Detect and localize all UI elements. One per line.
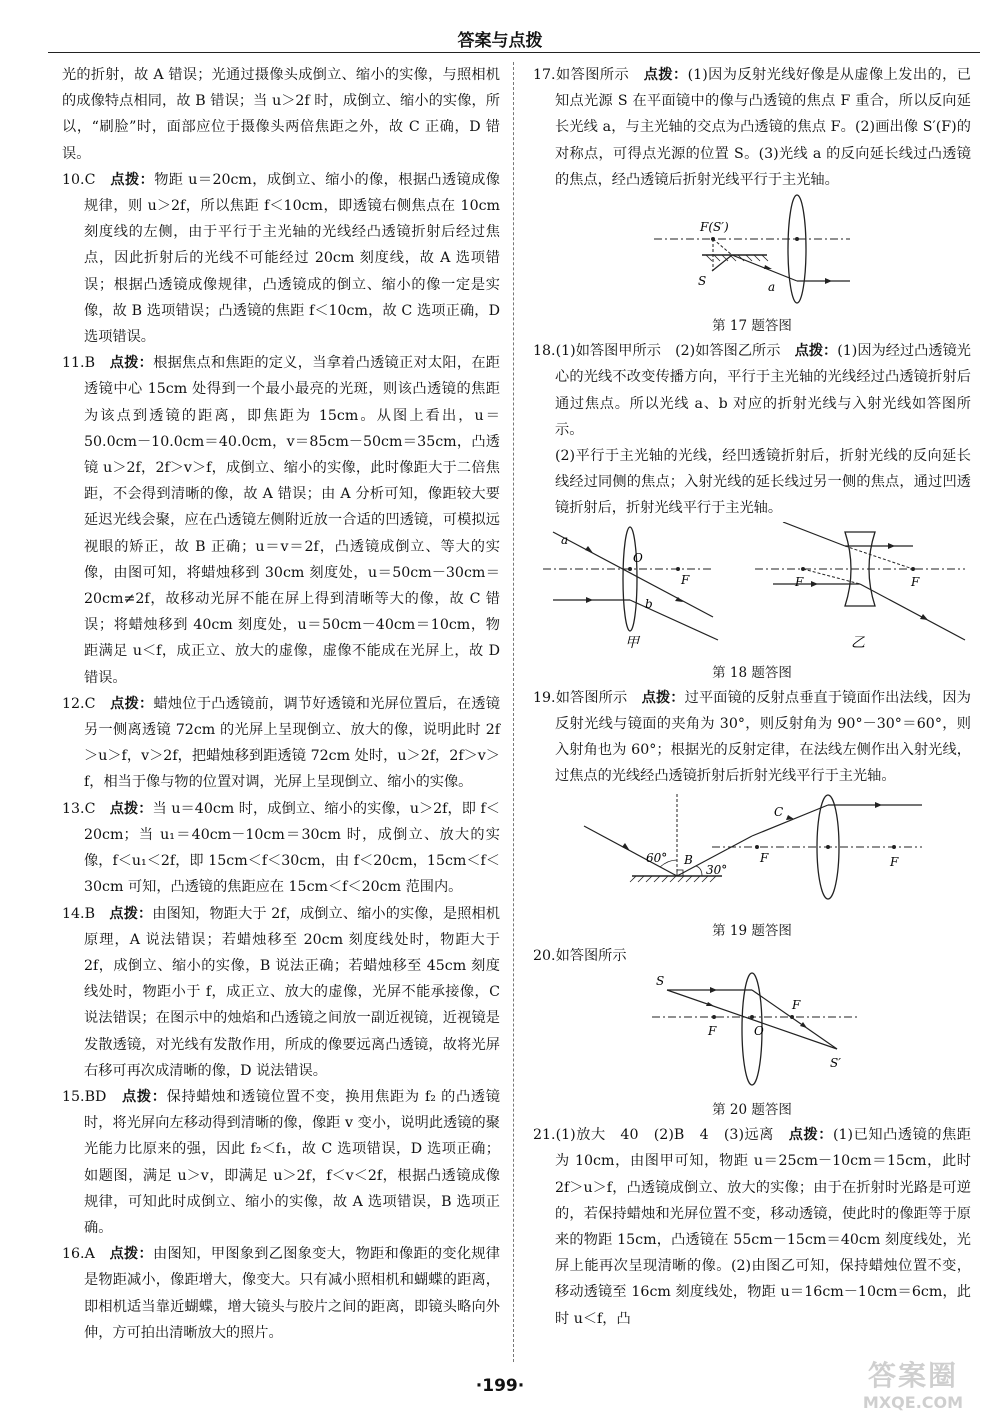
- tip-label: 点拨：: [121, 1088, 167, 1105]
- answer-text: (1)已知凸透镜的焦距为 10cm，由图甲可知，物距 u＝25cm－10cm＝15cm，此时 2f＞u＞f，凸透镜成倒立、放大的实像；由于在折射时光路是可逆的，若保持蜡烛和光屏位置不变，移动透镜，使此时的像距等于原来的物距 15cm，凸透镜在 55cm－15cm＝40cm 刻度线处，光屏上能再次呈现清晰的像。(2)由图乙可知，保持蜡烛位置不变，移动透镜至 16cm 刻度线处，物距 u＝16cm－10cm＝6cm，此时 u＜f，凸: [555, 1127, 971, 1327]
- question-number: 15.BD: [62, 1088, 107, 1105]
- label-focus-right: F: [911, 574, 920, 589]
- figure-19-diagram: [572, 790, 932, 910]
- question-number: 18.: [533, 343, 556, 360]
- answer-text: 物距 u＝20cm，成倒立、缩小的像，根据凸透镜成像规律，则 u＞2f，所以焦距 f＜10cm，即透镜右侧焦点在 10cm 刻度线的左侧，由于平行于主光轴的光线经凸透镜折射后经过焦点，因此折射后的光线不可能经过 20cm 刻度线，故 A 选项错误；根据凸透镜成像规律，凸透镜成的倒立、缩小的像一定是实像，故 B 选项错误；凸透镜的焦距 f＜10cm，故 C 选项正确，D 选项错误。: [84, 171, 500, 346]
- answer-13: [62, 796, 500, 901]
- answer-text: (1)因为反射光线好像是从虚像上发出的，已知点光源 S 在平面镜中的像与凸透镜的焦点 F 重合，所以反向延长光线 a，与主光轴的交点为凸透镜的焦点 F。(2)画出像 S′(F)的对称点，可得点光源的位置 S。(3)光线 a 的反向延长线过凸透镜的焦点，经凸透镜后折射光线平行于主光轴。: [555, 67, 971, 188]
- label-focus-left: F: [795, 574, 804, 589]
- label-angle-60: 60°: [646, 850, 668, 865]
- answer-summary: 如答图所示: [555, 689, 628, 706]
- column-divider: [513, 62, 514, 1362]
- label-image: S′: [830, 1056, 841, 1071]
- answer-21: [533, 1122, 971, 1332]
- answer-10: [62, 167, 500, 350]
- answer-text: 过平面镜的反射点垂直于镜面作出法线，因为反射光线与镜面的夹角为 30°，则反射角为 90°－30°＝60°，则入射角也为 60°；根据光的反射定律，在法线左侧作出入射光线，过焦点的光线经凸透镜折射后折射光线平行于主光轴。: [555, 689, 971, 785]
- tip-label: 点拨：: [109, 355, 154, 372]
- answer-text: 由图知，甲图象到乙图象变大，物距和像距的变化规律是物距减小，像距增大，像变大。只有减小照相机和蝴蝶的距离，即相机适当靠近蝴蝶，增大镜头与胶片之间的距离，即镜头略向外伸，方可拍出清晰放大的照片。: [84, 1246, 500, 1341]
- answer-15: [62, 1084, 500, 1241]
- tip-label: 点拨：: [110, 171, 155, 188]
- label-point-b: B: [684, 852, 693, 867]
- answer-summary: (1)放大 40 (2)B 4 (3)远离: [555, 1127, 775, 1144]
- tip-label: 点拨：: [110, 695, 154, 712]
- answer-text: 由图知，物距大于 2f，成倒立、缩小的实像，是照相机原理，A 说法错误；若蜡烛移至 20cm 刻度线处时，物距大于 2f，成倒立、缩小的实像，B 说法正确；若蜡烛移至 45cm 刻度线处时，物距小于 f，成正立、放大的虚像，光屏不能承接像，C 说法错误；在图示中的烛焰和凸透镜之间放一副近视镜，近视镜是发散透镜，对光线有发散作用，所成的像要远离凸透镜，故将光屏右移可再次成清晰的像，D 说法错误。: [84, 905, 500, 1079]
- question-number: 19.: [533, 689, 556, 706]
- figure-19: [533, 790, 971, 919]
- label-jia: 甲: [625, 634, 639, 651]
- figure-17: [533, 193, 971, 314]
- figure-20-diagram: [632, 969, 872, 1089]
- label-ray-b: b: [645, 596, 653, 611]
- label-optical-center: O: [633, 550, 643, 565]
- tip-label: 点拨：: [109, 800, 153, 817]
- label-focus-right: F: [792, 998, 801, 1013]
- right-column: [533, 62, 971, 1332]
- answer-text: 根据焦点和焦距的定义，当拿着凸透镜正对太阳，在距透镜中心 15cm 处得到一个最小最亮的光斑，则该凸透镜的焦距为该点到透镜的距离，即焦距为 15cm。从图上看出，u＝50.0cm－10.0cm＝40.0cm，v＝85cm－50cm＝35cm，凸透镜 u＞2f，2f＞v＞f，成倒立、缩小的实像，此时像距大于二倍焦距，不会得到清晰的像，故 A 错误；由 A 分析可知，像距较大要延迟光线会聚，应在凸透镜左侧附近放一合适的凹透镜，可模拟远视眼的矫正，故 B 正确；u＝v＝2f，凸透镜成倒立、等大的实像，由图可知，将蜡烛移到 30cm 刻度处，u＝50cm－30cm＝20cm≠2f，故移动光屏不能在屏上得到清晰等大的像，故 C 错误；将蜡烛移到 40cm 刻度处，u＝50cm－40cm＝10cm，物距满足 u＜f，成正立、放大的虚像，虚像不能成在光屏上，故 D 错误。: [84, 355, 500, 686]
- answer-summary: (1)如答图甲所示 (2)如答图乙所示: [555, 343, 781, 360]
- question-number: 20.: [533, 947, 556, 964]
- question-number: 12.C: [62, 695, 96, 712]
- page-header: 答案与点拨: [457, 31, 543, 51]
- answer-text: (1)因为经过凸透镜光心的光线不改变传播方向，平行于主光轴的光线经过凸透镜折射后通过焦点。所以光线 a、b 对应的折射光线与入射光线如答图所示。: [555, 343, 971, 438]
- watermark-line1: 答案圈: [867, 1359, 958, 1392]
- question-number: 21.: [533, 1127, 556, 1144]
- figure-20-caption: 第 20 题答图: [712, 1102, 792, 1119]
- answer-text: 保持蜡烛和透镜位置不变，换用焦距为 f₂ 的凸透镜时，将光屏向左移动得到清晰的像，像距 v 变小，说明此透镜的聚光能力比原来的强，因此 f₂＜f₁，故 C 选项错误，D 选项正确；如题图，满足 u＞v，即满足 u＞2f，f＜v＜2f，根据凸透镜成像规律，可知此时成倒立、缩小的实像，故 A 选项错误，B 选项正确。: [84, 1088, 500, 1236]
- intro-paragraph: 光的折射，故 A 错误；光通过摄像头成倒立、缩小的实像，与照相机的成像特点相同，故 B 错误；当 u＞2f 时，成倒立、缩小的实像，所以，“刷脸”时，面部应位于摄像头两倍焦距之外，故 C 正确，D 错误。: [62, 67, 500, 162]
- answer-14: [62, 901, 500, 1084]
- figure-18-caption: 第 18 题答图: [712, 664, 792, 681]
- question-number: 13.C: [62, 800, 96, 817]
- tip-label: 点拨：: [641, 689, 685, 706]
- label-yi: 乙: [851, 634, 865, 651]
- answer-19: [533, 685, 971, 790]
- answer-text: 蜡烛位于凸透镜前，调节好透镜和光屏位置后，在透镜另一侧离透镜 72cm 的光屏上呈现倒立、放大的像，说明此时 2f＞u＞f，v＞2f，把蜡烛移到距透镜 72cm 处时，u＞2f，2f＞v＞f，相当于像与物的位置对调，光屏上呈现倒立、缩小的实像。: [84, 695, 500, 791]
- figure-17-caption: 第 17 题答图: [712, 318, 792, 335]
- tip-label: 点拨：: [643, 67, 688, 83]
- label-source: S: [698, 274, 707, 289]
- figure-20: [533, 969, 971, 1098]
- figure-18: [533, 522, 971, 661]
- answer-18: [533, 338, 971, 443]
- answer-17: [533, 62, 971, 193]
- answer-18-part2: (2)平行于主光轴的光线，经凹透镜折射后，折射光线的反向延长线经过同侧的焦点；入射光线的延长线过另一侧的焦点，通过凹透镜折射后，折射光线平行于主光轴。: [555, 448, 971, 517]
- label-source: S: [656, 974, 665, 989]
- watermark-logo: [848, 1360, 978, 1418]
- label-ray-a: a: [561, 532, 569, 547]
- label-angle-30: 30°: [706, 862, 728, 877]
- answer-summary: 如答图所示: [555, 947, 627, 964]
- figure-19-caption: 第 19 题答图: [712, 922, 792, 939]
- page-number: ·199·: [475, 1376, 525, 1396]
- tip-label: 点拨：: [109, 1246, 153, 1263]
- label-focus-right: F: [890, 854, 899, 869]
- question-number: 14.B: [62, 905, 95, 922]
- question-number: 17.: [533, 67, 556, 83]
- label-focus-left: F: [708, 1024, 717, 1039]
- label-point-c: C: [774, 804, 784, 819]
- header-rule: [48, 52, 980, 53]
- tip-label: 点拨：: [794, 343, 838, 360]
- label-focus-left: F: [760, 850, 769, 865]
- label-ray-a: a: [768, 280, 776, 295]
- answer-20: [533, 943, 971, 969]
- tip-label: 点拨：: [109, 905, 153, 922]
- answer-text: 当 u＝40cm 时，成倒立、缩小的实像，u＞2f，即 f＜20cm；当 u₁＝40cm－10cm＝30cm 时，成倒立、放大的实像，f＜u₁＜2f，即 15cm＜f＜30cm，由 f＜20cm，15cm＜f＜30cm 可知，凸透镜的焦距应在 15cm＜f＜20cm 范围内。: [84, 800, 500, 896]
- figure-18-diagram: [533, 522, 973, 652]
- answer-16: [62, 1241, 500, 1346]
- figure-17-diagram: [652, 193, 852, 305]
- label-optical-center: O: [754, 1024, 764, 1039]
- question-number: 10.C: [62, 171, 96, 188]
- question-number: 16.A: [62, 1246, 95, 1263]
- watermark-line2: MXQE.COM: [862, 1393, 964, 1412]
- left-column: [62, 62, 500, 1346]
- label-focus: F: [681, 572, 690, 587]
- label-focus-image: F(S′): [700, 220, 729, 235]
- question-number: 11.B: [62, 355, 95, 372]
- answer-12: [62, 691, 500, 796]
- tip-label: 点拨：: [788, 1127, 833, 1144]
- answer-11: [62, 350, 500, 691]
- answer-summary: 如答图所示: [555, 67, 630, 83]
